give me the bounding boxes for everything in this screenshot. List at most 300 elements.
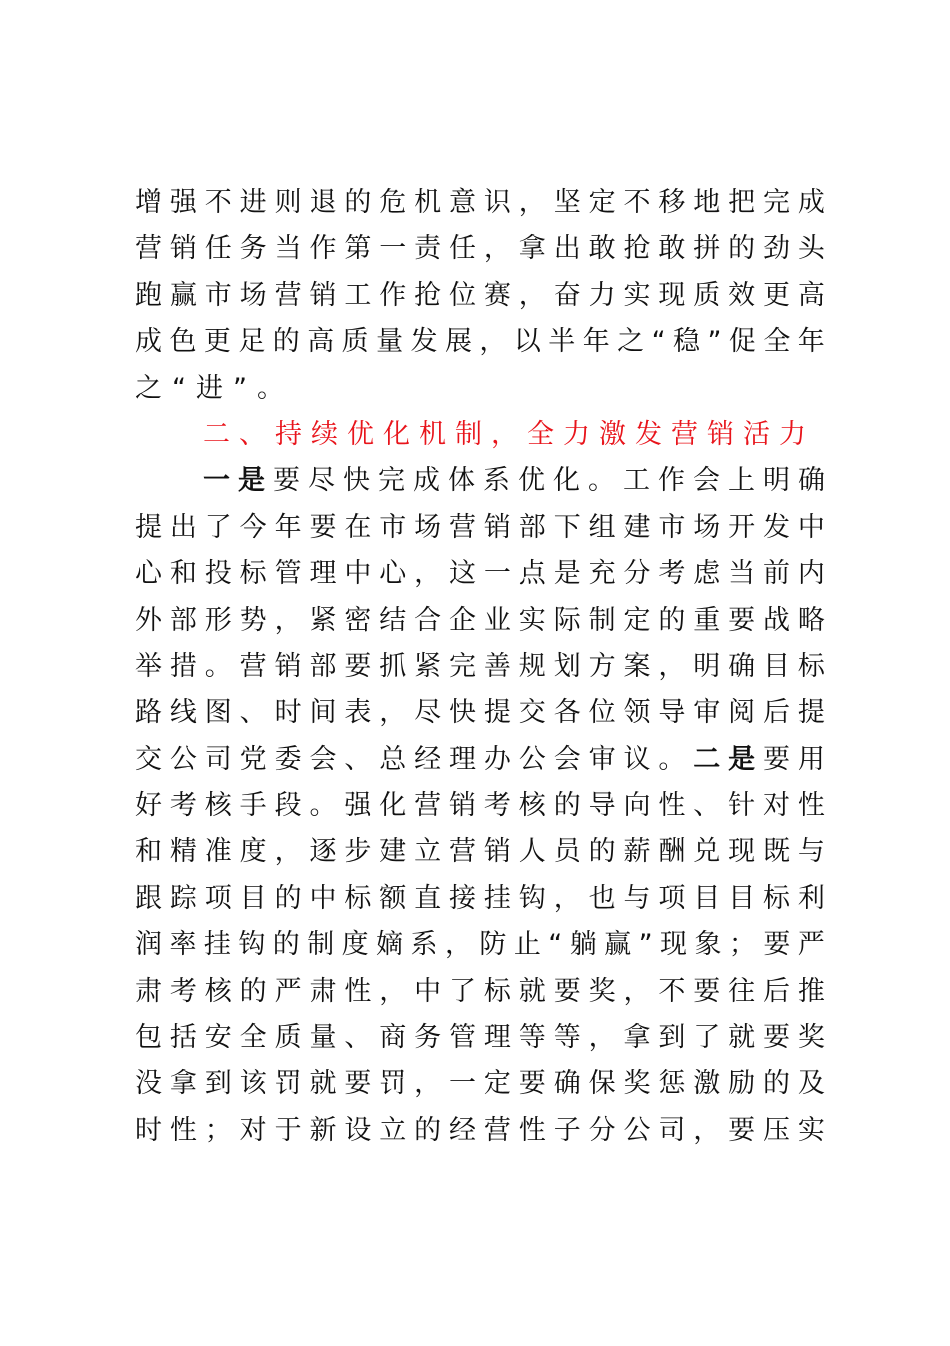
text-char: 钩: [238, 929, 266, 961]
text-char: 重: [693, 604, 721, 636]
text-char: 了: [693, 1022, 721, 1054]
text-char: 了: [204, 511, 232, 543]
text-char: 善: [483, 650, 511, 682]
text-char: 等: [518, 1022, 546, 1054]
text-char: 在: [344, 511, 372, 543]
text-char: 任: [204, 233, 232, 265]
text-char: 和: [135, 836, 162, 868]
text-char: 销: [483, 511, 511, 543]
text-char: 案: [623, 650, 651, 682]
text-char: 的: [728, 233, 756, 265]
text-char: 公: [518, 743, 546, 775]
text-char: 作: [658, 465, 685, 497]
text-char: 分: [623, 558, 651, 590]
paragraph-line: [135, 319, 825, 365]
text-char: 全: [763, 326, 791, 358]
text-char: 下: [553, 511, 581, 543]
text-char: 嫡: [376, 929, 404, 961]
text-char: 的: [272, 326, 300, 358]
text-char: ”: [707, 326, 722, 358]
paragraph-line: [135, 644, 825, 690]
text-char: 出: [169, 511, 197, 543]
text-char: 的: [553, 790, 581, 822]
text-char: 罚: [379, 1068, 407, 1100]
text-char: 中: [344, 558, 372, 590]
text-char: 、: [693, 790, 721, 822]
paragraph-line: [135, 969, 825, 1015]
text-char: 审: [693, 697, 721, 729]
text-char: 就: [309, 1068, 337, 1100]
text-char: 完: [763, 187, 791, 218]
text-char: 销: [274, 650, 302, 682]
text-char: 要: [763, 1022, 791, 1054]
paragraph-line: [135, 366, 825, 412]
paragraph-line: [135, 505, 825, 551]
text-char: 不: [623, 187, 651, 218]
text-char: 逐: [309, 836, 337, 868]
text-char: 肃: [309, 975, 337, 1007]
text-char: 钩: [518, 882, 546, 914]
text-char: 总: [379, 743, 407, 775]
text-char: 表: [344, 697, 372, 729]
text-char: 的: [239, 975, 267, 1007]
text-char: 。: [588, 465, 615, 497]
paragraph-line: [135, 273, 825, 319]
text-char: 确: [553, 1068, 581, 1100]
text-char: ，: [518, 279, 546, 311]
text-char: 势: [239, 604, 267, 636]
text-char: 场: [693, 511, 721, 543]
text-char: 路: [135, 697, 162, 729]
text-char: 考: [658, 558, 686, 590]
text-char: ，: [444, 929, 472, 961]
text-char: 性: [658, 790, 686, 822]
text-char: 经: [449, 1114, 477, 1146]
text-char: 质: [693, 279, 721, 311]
text-char: 敢: [658, 233, 686, 265]
text-char: 不: [658, 975, 686, 1007]
text-char: 体: [448, 465, 475, 497]
text-char: ，: [274, 604, 302, 636]
text-char: 位: [588, 697, 616, 729]
text-char: 快: [449, 697, 477, 729]
text-char: 标: [797, 650, 825, 682]
text-char: 踪: [169, 882, 197, 914]
paragraph-line: [135, 690, 825, 736]
paragraph-line: [135, 783, 825, 829]
text-char: 高: [797, 279, 825, 311]
text-char: 标: [483, 975, 511, 1007]
text-char: 头: [797, 233, 825, 265]
text-char: 要: [273, 465, 300, 497]
text-char: 就: [728, 1022, 756, 1054]
text-char: 抢: [623, 233, 651, 265]
text-char: 营: [449, 836, 477, 868]
text-char: 公: [169, 743, 197, 775]
text-char: 销: [169, 233, 197, 265]
text-char: 规: [518, 650, 546, 682]
text-char: 强: [169, 187, 197, 218]
text-char: 导: [588, 790, 616, 822]
text-char: 严: [274, 975, 302, 1007]
text-char: 成: [797, 187, 825, 218]
text-char: 营: [239, 650, 267, 682]
text-char: 部: [309, 650, 337, 682]
text-char: 一: [483, 558, 511, 590]
text-char: 心: [379, 558, 407, 590]
text-char: 更: [203, 326, 231, 358]
text-char: 实: [623, 279, 651, 311]
text-char: 会: [553, 743, 581, 775]
text-char: 优: [518, 465, 545, 497]
text-char: 识: [483, 187, 511, 218]
text-char: 时: [135, 1114, 162, 1146]
text-char: 包: [135, 1022, 162, 1054]
text-char: 要: [518, 1068, 546, 1100]
text-char: 化: [553, 465, 580, 497]
text-char: 步: [344, 836, 372, 868]
text-char: 好: [135, 790, 162, 822]
text-char: ，: [483, 233, 511, 265]
text-char: 虑: [693, 558, 721, 590]
text-char: 半: [548, 326, 576, 358]
text-char: 年: [582, 326, 610, 358]
text-char: 第: [344, 233, 372, 265]
text-char: 发: [410, 326, 438, 358]
text-char: 议: [623, 743, 651, 775]
text-char: 要: [309, 511, 337, 543]
text-char: 目: [728, 882, 756, 914]
text-char: 营: [274, 279, 302, 311]
text-char: ，: [693, 1114, 721, 1146]
text-char: 项: [658, 882, 686, 914]
text-char: 年: [274, 511, 302, 543]
text-char: 成: [413, 465, 440, 497]
text-char: 这: [449, 558, 477, 590]
text-char: 的: [344, 187, 372, 218]
text-char: 更: [763, 279, 791, 311]
text-char: 、: [344, 743, 372, 775]
text-char: 确: [798, 465, 825, 497]
text-char: 完: [449, 650, 477, 682]
text-char: 激: [693, 1068, 721, 1100]
text-char: ，: [553, 882, 581, 914]
text-char: 商: [379, 1022, 407, 1054]
text-char: 该: [239, 1068, 267, 1100]
text-char: 人: [518, 836, 546, 868]
text-char: 罚: [274, 1068, 302, 1100]
text-char: 企: [449, 604, 477, 636]
text-char: 地: [693, 187, 721, 218]
text-char: 手: [239, 790, 267, 822]
text-char: 定: [588, 187, 616, 218]
text-char: 理: [449, 743, 477, 775]
paragraph-line: [135, 829, 825, 875]
text-char: 等: [553, 1022, 581, 1054]
bold-char: 是: [238, 465, 265, 497]
text-char: ，: [479, 326, 507, 358]
text-char: 管: [274, 558, 302, 590]
text-char: 阅: [728, 697, 756, 729]
text-char: 市: [379, 511, 407, 543]
text-char: 现: [658, 279, 686, 311]
text-char: 惩: [658, 1068, 686, 1100]
text-char: 项: [204, 882, 232, 914]
text-char: 则: [274, 187, 302, 218]
bold-char: 二: [693, 743, 721, 775]
text-char: 目: [239, 882, 267, 914]
text-char: 作: [379, 279, 407, 311]
text-char: 促: [728, 326, 756, 358]
paragraph-line: [135, 876, 825, 922]
text-char: 酬: [658, 836, 686, 868]
text-char: 进: [239, 187, 267, 218]
text-char: 部: [169, 604, 197, 636]
text-char: 利: [797, 882, 825, 914]
bold-char: 是: [728, 743, 756, 775]
text-char: 前: [763, 558, 791, 590]
text-char: 核: [204, 975, 232, 1007]
text-char: 交: [518, 697, 546, 729]
text-char: “: [548, 929, 563, 961]
text-char: 奖: [623, 1068, 651, 1100]
text-char: 向: [623, 790, 651, 822]
text-char: 要: [553, 975, 581, 1007]
text-char: 务: [239, 233, 267, 265]
text-char: 往: [728, 975, 756, 1007]
text-char: 营: [135, 233, 162, 265]
text-char: 段: [274, 790, 302, 822]
text-char: 奖: [797, 1022, 825, 1054]
text-char: 子: [553, 1114, 581, 1146]
text-char: 防: [479, 929, 507, 961]
paragraph-line: [135, 1061, 825, 1107]
text-char: 拿: [518, 233, 546, 265]
text-char: 工: [623, 465, 650, 497]
text-char: 增: [135, 187, 162, 218]
text-char: 拼: [693, 233, 721, 265]
text-char: 当: [728, 558, 756, 590]
paragraph-line: [135, 922, 825, 968]
text-char: 发: [763, 511, 791, 543]
text-char: 意: [449, 187, 477, 218]
text-char: 会: [693, 465, 720, 497]
text-char: 推: [797, 975, 825, 1007]
text-char: 把: [728, 187, 756, 218]
text-char: 市: [204, 279, 232, 311]
text-char: 对: [239, 1114, 267, 1146]
text-char: 足: [238, 326, 266, 358]
text-char: 业: [483, 604, 511, 636]
text-char: 审: [588, 743, 616, 775]
text-char: 安: [204, 1022, 232, 1054]
text-char: 党: [239, 743, 267, 775]
text-char: 快: [343, 465, 370, 497]
text-char: 中: [414, 975, 442, 1007]
heading-text: 二、持续优化机制，全力激发营销活力: [203, 418, 815, 450]
text-char: 与: [623, 882, 651, 914]
text-char: 直: [414, 882, 442, 914]
text-char: 后: [763, 975, 791, 1007]
text-char: 措: [169, 650, 197, 682]
text-char: 交: [135, 743, 162, 775]
text-char: 率: [169, 929, 197, 961]
text-char: 司: [658, 1114, 686, 1146]
text-char: 一: [449, 1068, 477, 1100]
text-char: 量: [309, 1022, 337, 1054]
text-char: 司: [204, 743, 232, 775]
text-char: 移: [658, 187, 686, 218]
text-char: 际: [553, 604, 581, 636]
text-char: 稳: [673, 326, 700, 358]
text-char: 内: [797, 558, 825, 590]
text-char: 尽: [414, 697, 442, 729]
text-char: 定: [483, 1068, 511, 1100]
text-char: 。: [309, 790, 337, 822]
text-char: 上: [728, 465, 755, 497]
text-char: 建: [379, 836, 407, 868]
text-char: 、: [344, 1022, 372, 1054]
text-char: 性: [169, 1114, 197, 1146]
text-char: 会: [309, 743, 337, 775]
text-char: 度: [239, 836, 267, 868]
text-char: 机: [414, 187, 442, 218]
text-char: 新: [309, 1114, 337, 1146]
text-char: 系: [410, 929, 438, 961]
text-char: 点: [518, 558, 546, 590]
text-char: 化: [379, 790, 407, 822]
text-char: 强: [344, 790, 372, 822]
text-char: ，: [274, 836, 302, 868]
text-char: 性: [344, 975, 372, 1007]
text-char: 度: [341, 929, 369, 961]
text-char: 目: [693, 882, 721, 914]
text-char: 形: [204, 604, 232, 636]
text-char: ；: [204, 1114, 232, 1146]
text-char: 制: [588, 604, 616, 636]
text-char: 要: [728, 1114, 756, 1146]
text-char: 场: [414, 511, 442, 543]
text-char: 色: [169, 326, 197, 358]
text-char: 赛: [483, 279, 511, 311]
text-char: 建: [623, 511, 651, 543]
text-char: 既: [763, 836, 791, 868]
text-char: 抓: [379, 650, 407, 682]
text-char: 坚: [553, 187, 581, 218]
text-char: 间: [309, 697, 337, 729]
text-char: 成: [135, 326, 162, 358]
text-char: 理: [309, 558, 337, 590]
text-char: 举: [135, 650, 162, 682]
text-char: 。: [204, 650, 232, 682]
text-char: 跟: [135, 882, 162, 914]
text-char: 保: [588, 1068, 616, 1100]
document-body: [135, 180, 825, 1154]
text-char: 质: [341, 326, 369, 358]
text-char: 考: [169, 975, 197, 1007]
paragraph-line: [135, 598, 825, 644]
text-char: 划: [553, 650, 581, 682]
text-char: 挂: [483, 882, 511, 914]
text-char: 确: [728, 650, 756, 682]
text-char: 拿: [169, 1068, 197, 1100]
text-char: ；: [728, 929, 756, 961]
bold-char: 一: [203, 465, 230, 497]
text-char: 立: [379, 1114, 407, 1146]
text-char: ，: [414, 1068, 442, 1100]
text-char: 就: [518, 975, 546, 1007]
text-char: 是: [553, 558, 581, 590]
text-char: 额: [379, 882, 407, 914]
text-char: 敢: [588, 233, 616, 265]
text-char: 营: [414, 790, 442, 822]
text-char: 销: [309, 279, 337, 311]
text-char: 不: [204, 187, 232, 218]
text-char: 图: [204, 697, 232, 729]
paragraph-line: [135, 180, 825, 226]
text-char: 。: [658, 743, 686, 775]
text-char: 要: [344, 1068, 372, 1100]
text-char: 标: [763, 882, 791, 914]
text-char: 理: [483, 1022, 511, 1054]
text-char: 营: [449, 511, 477, 543]
text-char: 全: [239, 1022, 267, 1054]
text-char: 开: [728, 511, 756, 543]
text-char: 作: [309, 233, 337, 265]
text-char: 经: [414, 743, 442, 775]
text-char: 今: [239, 511, 267, 543]
text-char: 营: [483, 1114, 511, 1146]
text-char: 了: [449, 975, 477, 1007]
text-char: 奖: [588, 975, 616, 1007]
text-char: 系: [483, 465, 510, 497]
text-char: 目: [763, 650, 791, 682]
text-char: 的: [588, 836, 616, 868]
text-char: ，: [414, 558, 442, 590]
text-char: 象: [694, 929, 722, 961]
text-char: ，: [623, 975, 651, 1007]
text-char: 管: [449, 1022, 477, 1054]
text-char: 量: [376, 326, 404, 358]
text-char: 到: [658, 1022, 686, 1054]
text-char: 部: [518, 511, 546, 543]
paragraph-line: [135, 226, 825, 272]
text-char: 的: [272, 929, 300, 961]
text-char: 的: [763, 1068, 791, 1100]
text-char: 及: [797, 1068, 825, 1100]
paragraph-line: [135, 1015, 825, 1061]
text-char: 任: [449, 233, 477, 265]
section-heading: [135, 412, 825, 458]
text-char: 年: [797, 326, 825, 358]
text-char: 结: [379, 604, 407, 636]
text-char: 尽: [308, 465, 335, 497]
text-char: 要: [728, 604, 756, 636]
text-char: 的: [414, 1114, 442, 1146]
text-char: 合: [414, 604, 442, 636]
text-char: 中: [309, 882, 337, 914]
text-char: 与: [797, 836, 825, 868]
text-char: 挂: [203, 929, 231, 961]
text-char: 紧: [309, 604, 337, 636]
text-char: 销: [483, 836, 511, 868]
paragraph-line: [135, 737, 825, 783]
text-char: 劲: [763, 233, 791, 265]
text-char: 的: [658, 604, 686, 636]
text-char: 略: [797, 604, 825, 636]
text-char: 要: [763, 929, 791, 961]
text-char: 现: [660, 929, 687, 961]
